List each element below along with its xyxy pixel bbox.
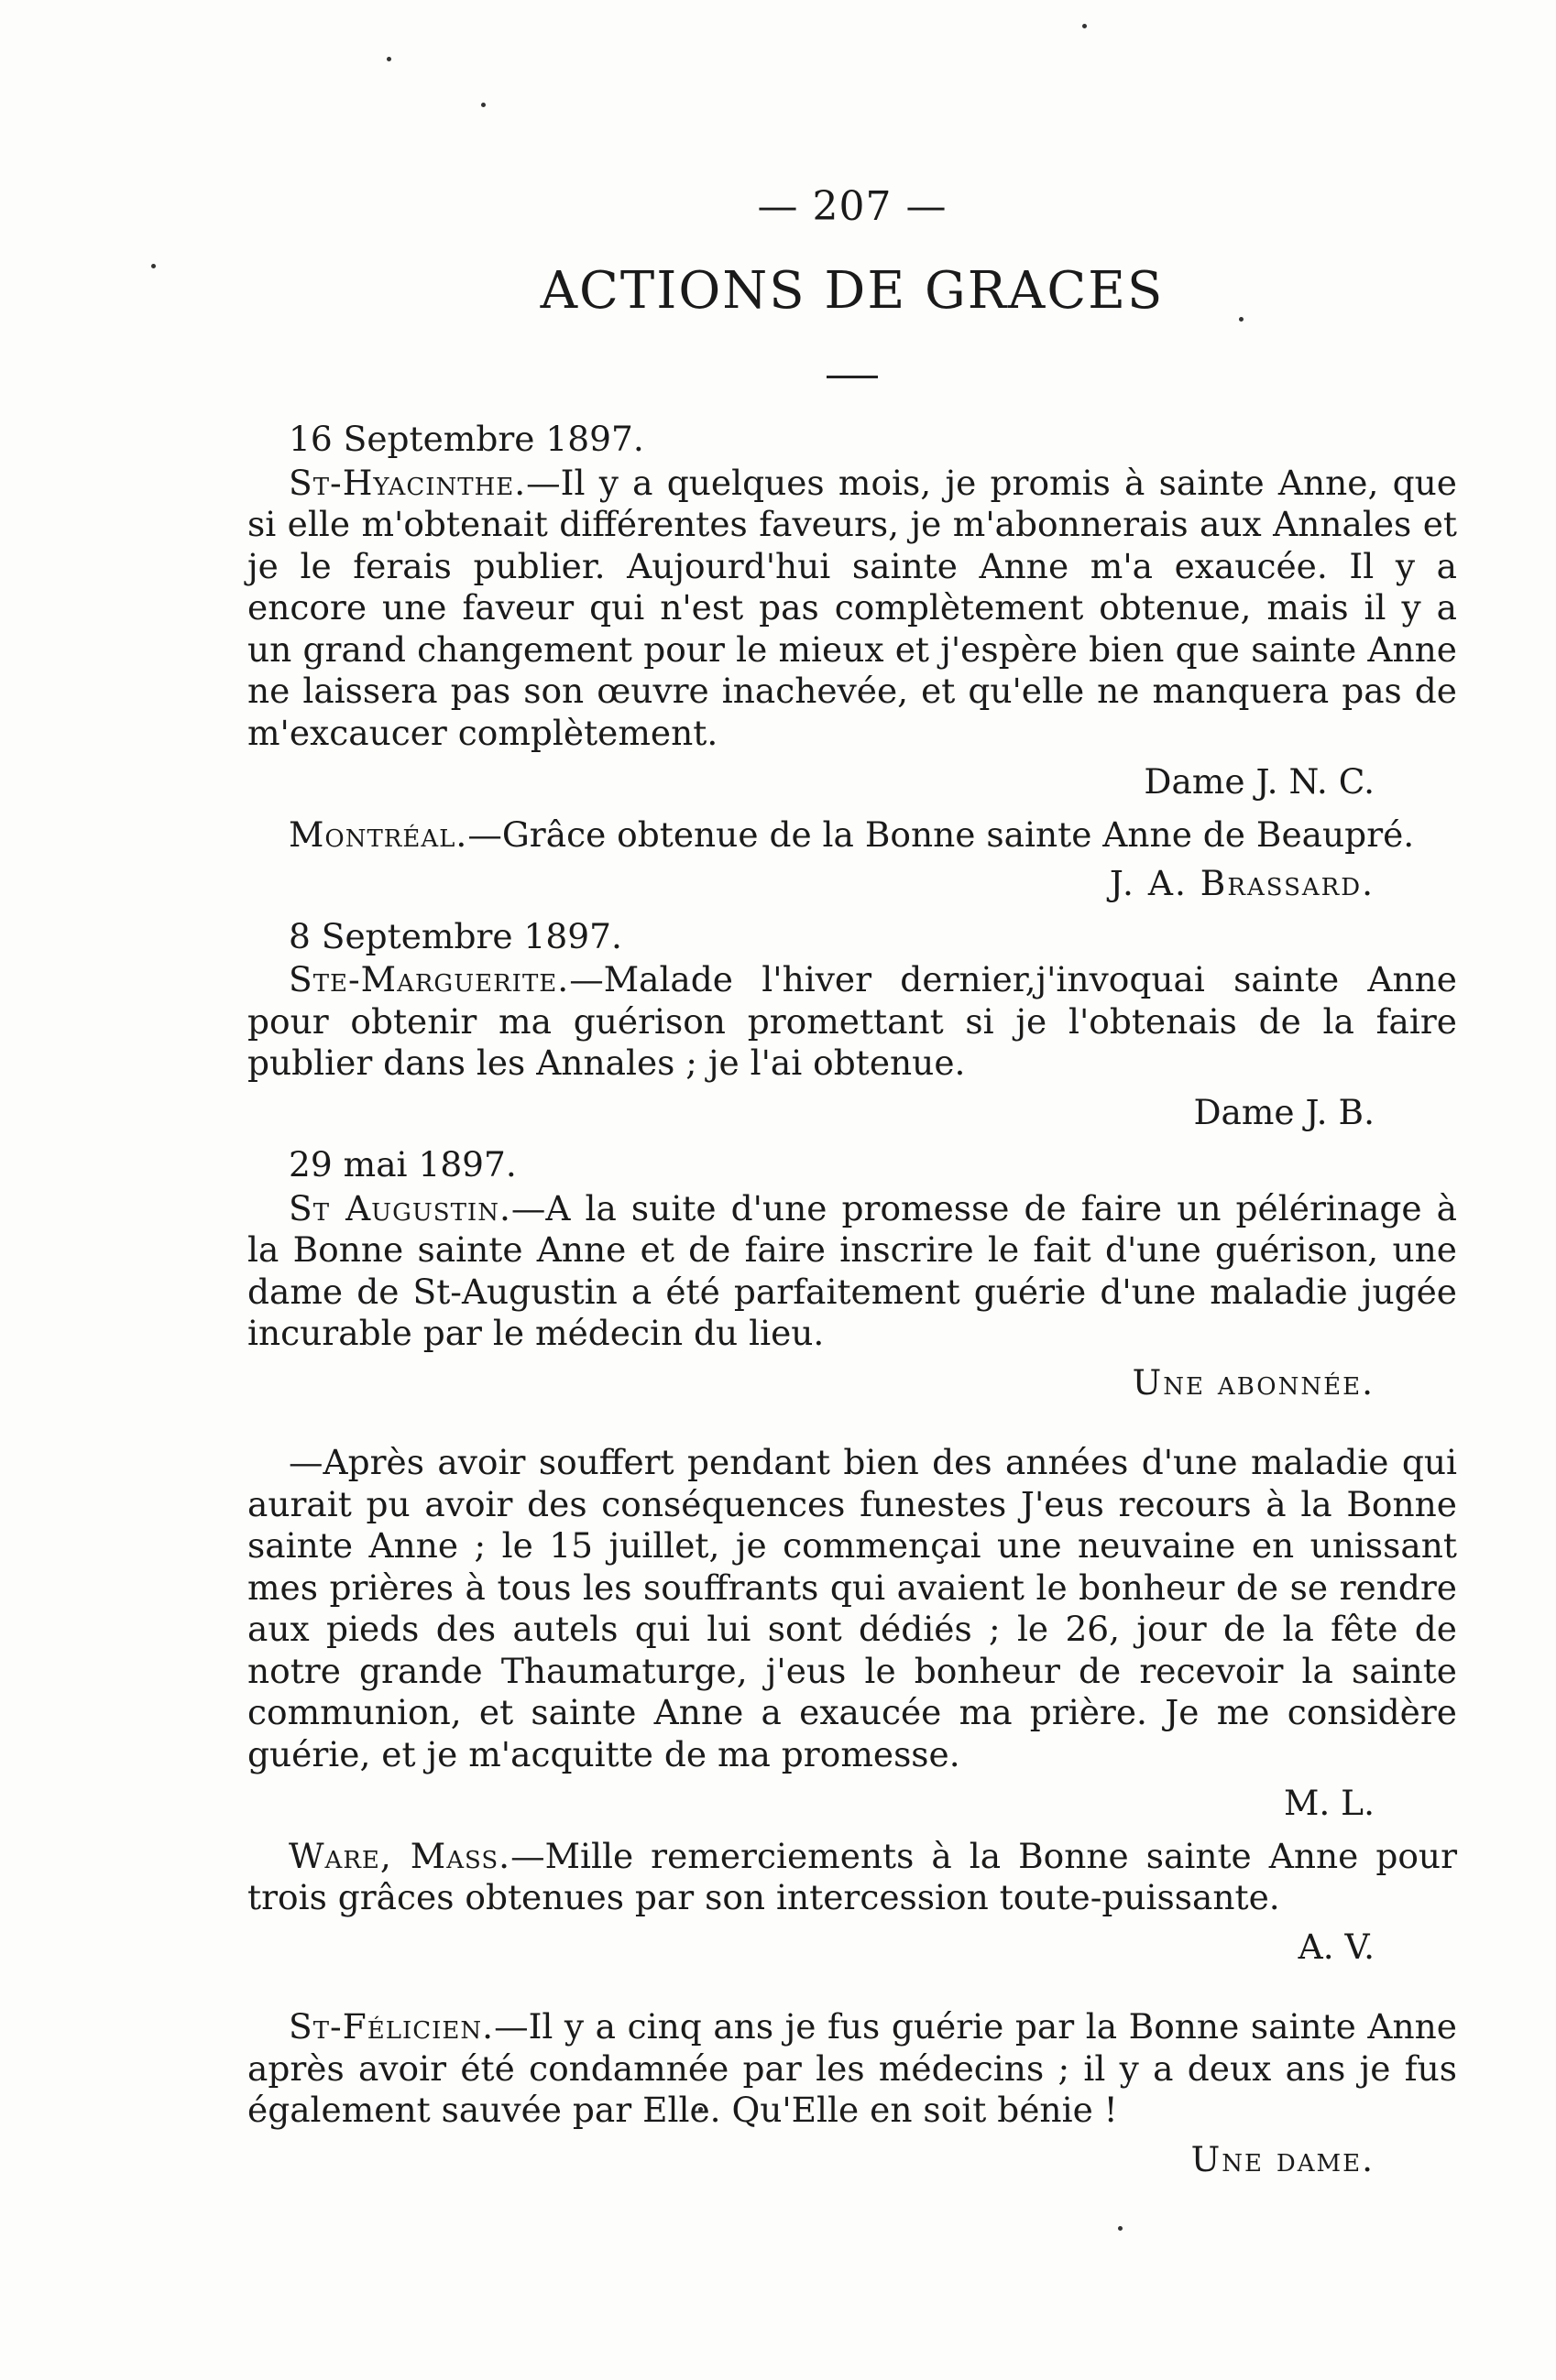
entry-text bbox=[247, 1442, 1457, 1775]
entry-text bbox=[247, 959, 1457, 1085]
entry-place: St Augustin. bbox=[289, 1187, 511, 1228]
entry-signature: J. A. Brassard. bbox=[1109, 863, 1375, 903]
page-title: ACTIONS DE GRACES bbox=[540, 261, 1165, 321]
document-page bbox=[247, 183, 1457, 2191]
entry-place: Montréal. bbox=[289, 813, 468, 855]
entry bbox=[247, 916, 1457, 1134]
entry-text bbox=[247, 2006, 1457, 2132]
entry-date: 8 Septembre 1897. bbox=[289, 915, 622, 956]
entry bbox=[247, 1144, 1457, 1403]
entry-place: St-Hyacinthe. bbox=[289, 462, 527, 503]
entry-text bbox=[247, 1188, 1457, 1355]
spacer bbox=[247, 1979, 1457, 2006]
entry-text bbox=[247, 1836, 1457, 1919]
entry-signature: A. V. bbox=[1298, 1926, 1375, 1967]
entry bbox=[247, 2006, 1457, 2180]
entry-text bbox=[247, 814, 1457, 857]
entry-body: —Mille remerciements à la Bonne sainte Anne pour trois grâces obtenues par son intercession toute-puissante. bbox=[247, 1835, 1458, 1917]
entry bbox=[247, 814, 1457, 905]
entry-body: —A la suite d'une promesse de faire un pélérinage à la Bonne sainte Anne et de faire inscrire le fait d'une guérison, une dame de St-Augustin a été parfaitement guérie d'une maladie jugée incurable par le médecin du lieu. bbox=[247, 1187, 1457, 1353]
spacer bbox=[247, 1414, 1457, 1442]
entry-signature: Dame J. N. C. bbox=[1144, 761, 1375, 802]
entry bbox=[247, 1836, 1457, 1969]
entry bbox=[247, 419, 1457, 803]
entry-place: Ware, Mass. bbox=[289, 1835, 511, 1876]
entry-signature: Une abonnée. bbox=[1132, 1361, 1375, 1403]
entry-signature: Dame J. B. bbox=[1193, 1091, 1375, 1132]
entry-body: —Après avoir souffert pendant bien des années d'une maladie qui aurait pu avoir des conséquences funestes J'eus recours à la Bonne sainte Anne ; le 15 juillet, je commençai une neuvaine en unissant mes prières à tous les souffrants qui avaient le bonheur de se rendre aux pieds des autels qui lui sont dédiés ; le 26, jour de la fête de notre grande Thaumaturge, j'eus le bonheur de recevoir la sainte communion, et sainte Anne a exaucée ma prière. Je me considère guérie, et je m'acquitte de ma promesse. bbox=[247, 1442, 1457, 1774]
entry-date: 16 Septembre 1897. bbox=[289, 419, 644, 459]
page-number: — 207 — bbox=[757, 183, 948, 230]
entry-signature: M. L. bbox=[1283, 1783, 1375, 1823]
title-divider bbox=[827, 376, 878, 378]
entry bbox=[247, 1442, 1457, 1825]
entry-date: 29 mai 1897. bbox=[289, 1144, 517, 1185]
entry-place: St-Félicien. bbox=[289, 2006, 495, 2047]
entry-place: Ste-Marguerite. bbox=[289, 959, 570, 999]
entry-signature: Une dame. bbox=[1190, 2138, 1375, 2179]
entry-body: —Il y a cinq ans je fus guérie par la Bonne sainte Anne après avoir été condamnée par les médecins ; il y a deux ans je fus également sauvée par Elle. Qu'Elle en soit bénie ! bbox=[247, 2006, 1457, 2130]
entry-body: —Il y a quelques mois, je promis à sainte Anne, que si elle m'obtenait différentes faveurs, je m'abonnerais aux Annales et je le ferais publier. Aujourd'hui sainte Anne m'a exaucée. Il y a encore une faveur qui n'est pas complètement obtenue, mais il y a un grand changement pour le mieux et j'espère bien que sainte Anne ne laissera pas son œuvre inachevée, et qu'elle ne manquera pas de m'excaucer complètement. bbox=[247, 462, 1457, 753]
entry-text bbox=[247, 463, 1457, 755]
entry-body: —Malade l'hiver dernier,j'invoquai sainte Anne pour obtenir ma guérison promettant si je l'obtenais de la faire publier dans les Annales ; je l'ai obtenue. bbox=[247, 959, 1457, 1083]
entry-body: —Grâce obtenue de la Bonne sainte Anne de Beaupré. bbox=[467, 813, 1415, 855]
